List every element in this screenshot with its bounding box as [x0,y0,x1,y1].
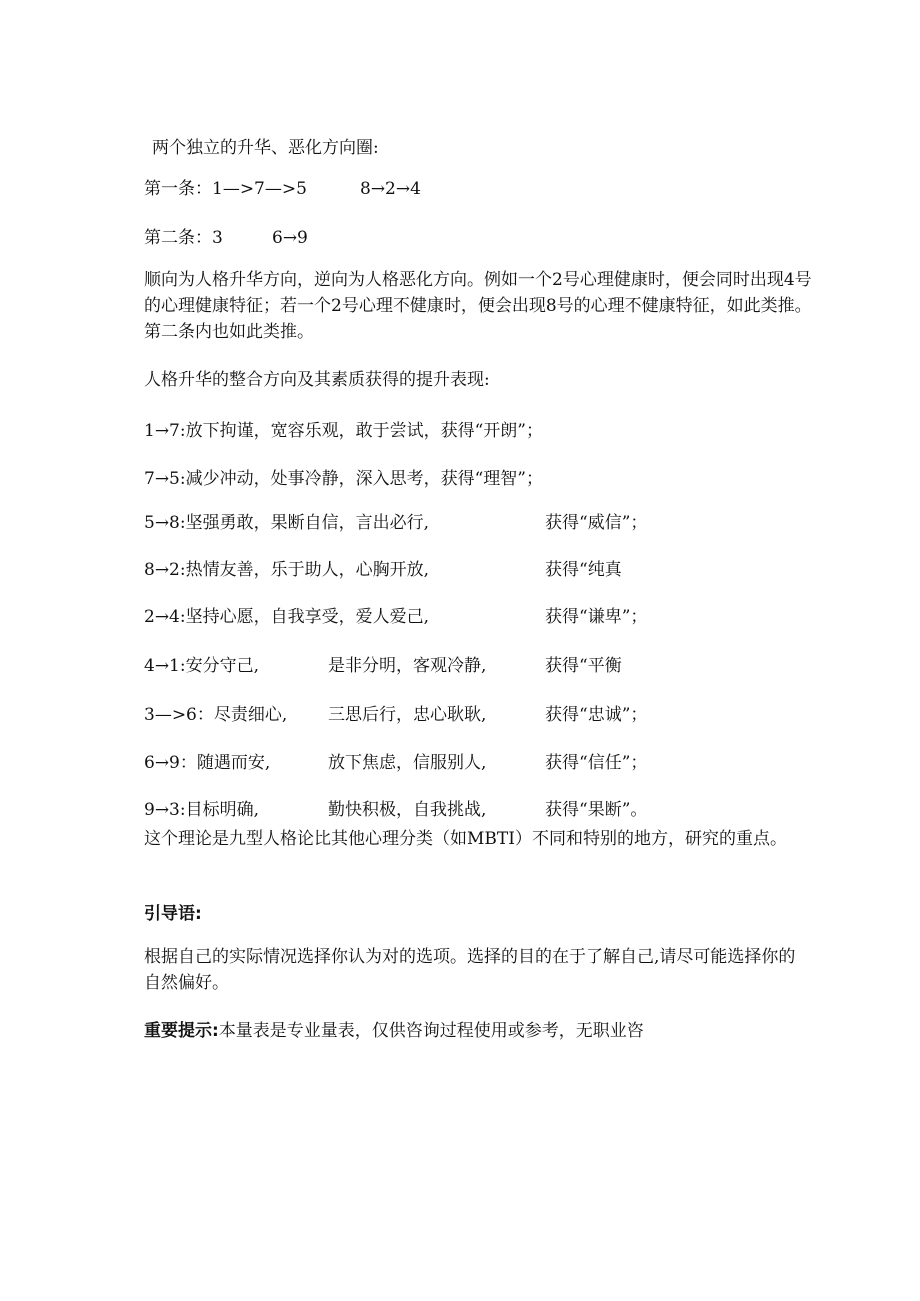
integration-item: 3—>6：尽责细心, [144,705,288,725]
integration-item-gain: 获得“果断”。 [545,800,648,820]
integration-item-gain: 获得“威信”； [545,513,648,533]
integration-item-traits: 放下焦虑，信服别人, [328,753,487,773]
important-notice [144,1020,644,1042]
path-one-label: 第一条：1—>7—>5 [144,179,307,199]
path-one-tail: 8→2→4 [360,179,421,199]
theory-note: 这个理论是九型人格论比其他心理分类（如MBTI）不同和特别的地方，研究的重点。 [144,829,787,849]
integration-item: 9→3:目标明确, [144,800,260,820]
intro-line: 两个独立的升华、恶化方向圈: [152,138,379,158]
integration-item-traits: 是非分明，客观冷静, [328,656,487,676]
notice-label: 重要提示: [144,1021,219,1041]
integration-item-gain: 获得“纯真 [545,560,622,580]
direction-explanation: 顺向为人格升华方向，逆向为人格恶化方向。例如一个2号心理健康时，便会同时出现4号的心理健康特征；若一个2号心理不健康时，便会出现8号的心理不健康特征，如此类推。第二条内也如此类推。 [144,270,812,342]
integration-item: 5→8:坚强勇敢，果断自信，言出必行, [144,513,430,533]
integration-title: 人格升华的整合方向及其素质获得的提升表现: [144,370,490,390]
path-two-tail: 6→9 [272,228,308,248]
integration-item: 2→4:坚持心愿，自我享受，爱人爱己, [144,607,430,627]
integration-item: 4→1:安分守己, [144,656,260,676]
guide-text: 根据自己的实际情况选择你认为对的选项。选择的目的在于了解自己,请尽可能选择你的自然偏好。 [144,947,796,993]
integration-item: 8→2:热情友善，乐于助人，心胸开放, [144,560,430,580]
integration-item-traits: 勤快积极，自我挑战, [328,800,487,820]
guide-heading: 引导语: [144,904,202,924]
integration-item: 7→5:减少冲动，处事冷静，深入思考，获得“理智”； [144,469,543,489]
integration-item-gain: 获得“信任”； [545,753,648,773]
integration-item-traits: 三思后行，忠心耿耿, [328,705,487,725]
integration-item-gain: 获得“忠诚”； [545,705,648,725]
notice-text: 本量表是专业量表，仅供咨询过程使用或参考，无职业咨 [218,1021,644,1041]
integration-item-gain: 获得“平衡 [545,656,622,676]
integration-item-gain: 获得“谦卑”； [545,607,648,627]
integration-item: 6→9：随遇而安, [144,753,271,773]
path-two-label: 第二条：3 [144,228,223,248]
integration-item: 1→7:放下拘谨，宽容乐观，敢于尝试，获得“开朗”； [144,421,543,441]
